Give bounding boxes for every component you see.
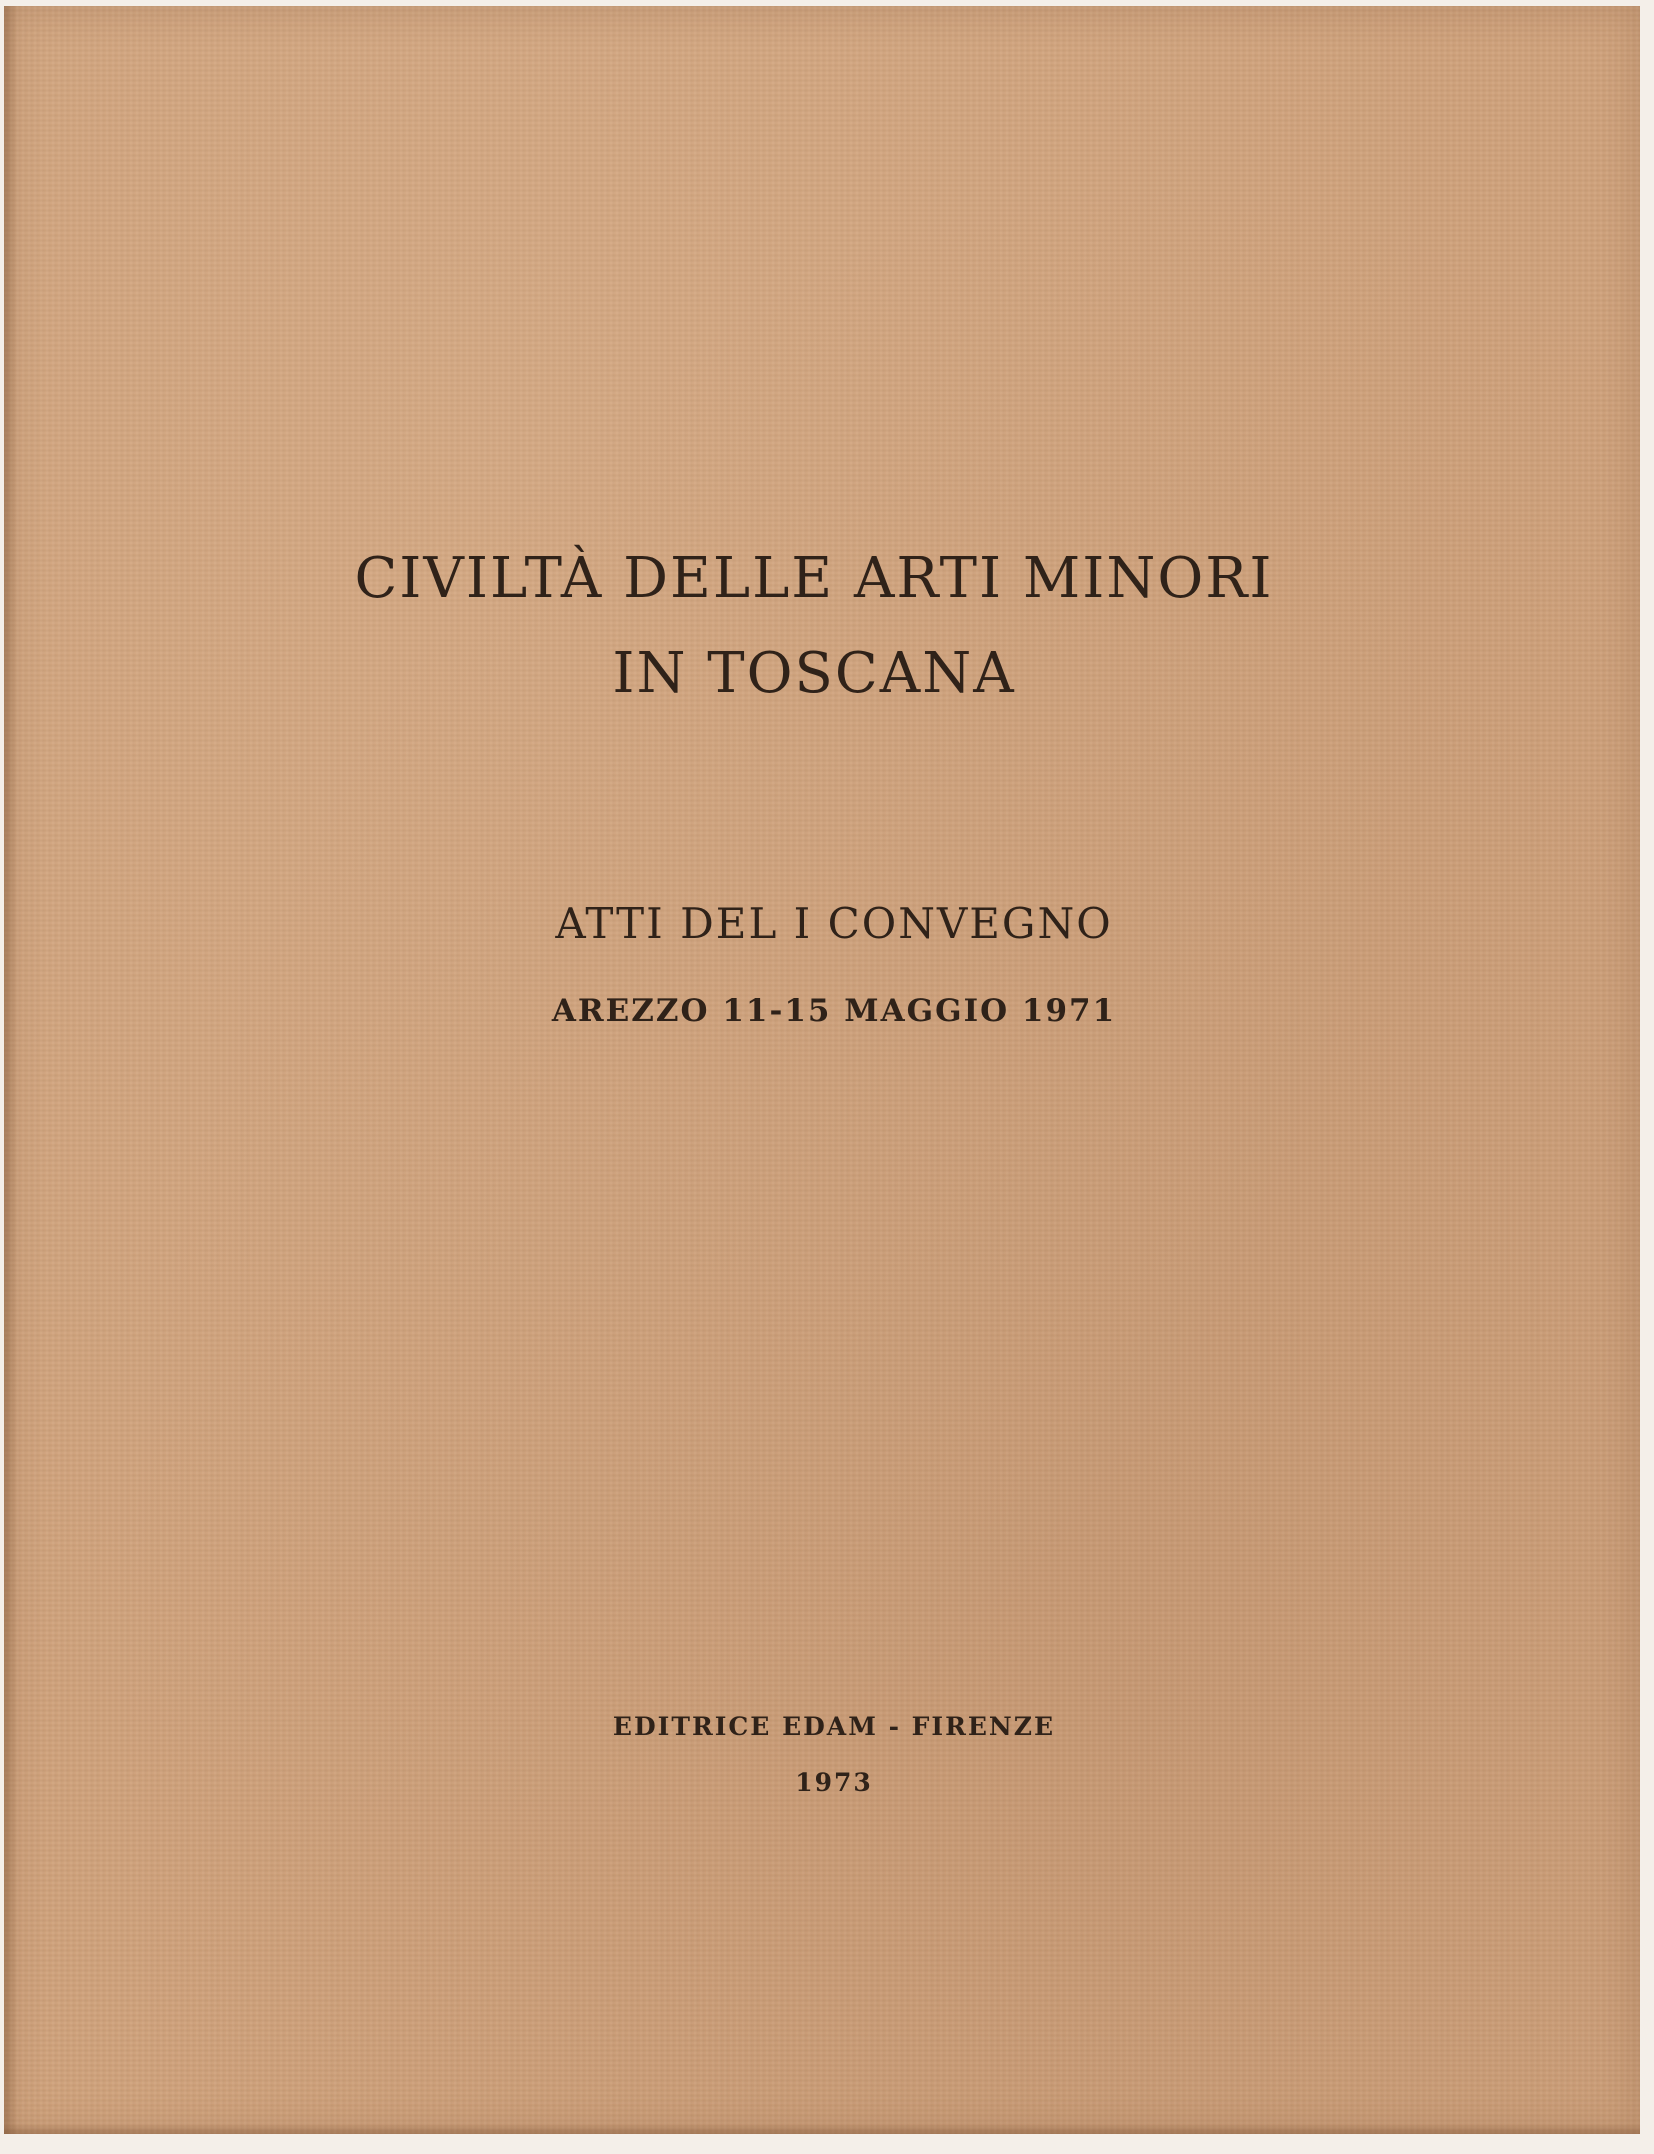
spine-edge xyxy=(4,6,18,2134)
bottom-edge xyxy=(4,2124,1640,2134)
subtitle: ATTI DEL I CONVEGNO xyxy=(555,899,1113,948)
publication-year: 1973 xyxy=(795,1768,873,1797)
event-location-date: AREZZO 11-15 MAGGIO 1971 xyxy=(551,993,1117,1029)
book-cover xyxy=(4,6,1640,2134)
publisher: EDITRICE EDAM - FIRENZE xyxy=(612,1712,1056,1741)
title-line-1: CIVILTÀ DELLE ARTI MINORI xyxy=(354,546,1274,611)
title-line-2: IN TOSCANA xyxy=(612,641,1016,706)
